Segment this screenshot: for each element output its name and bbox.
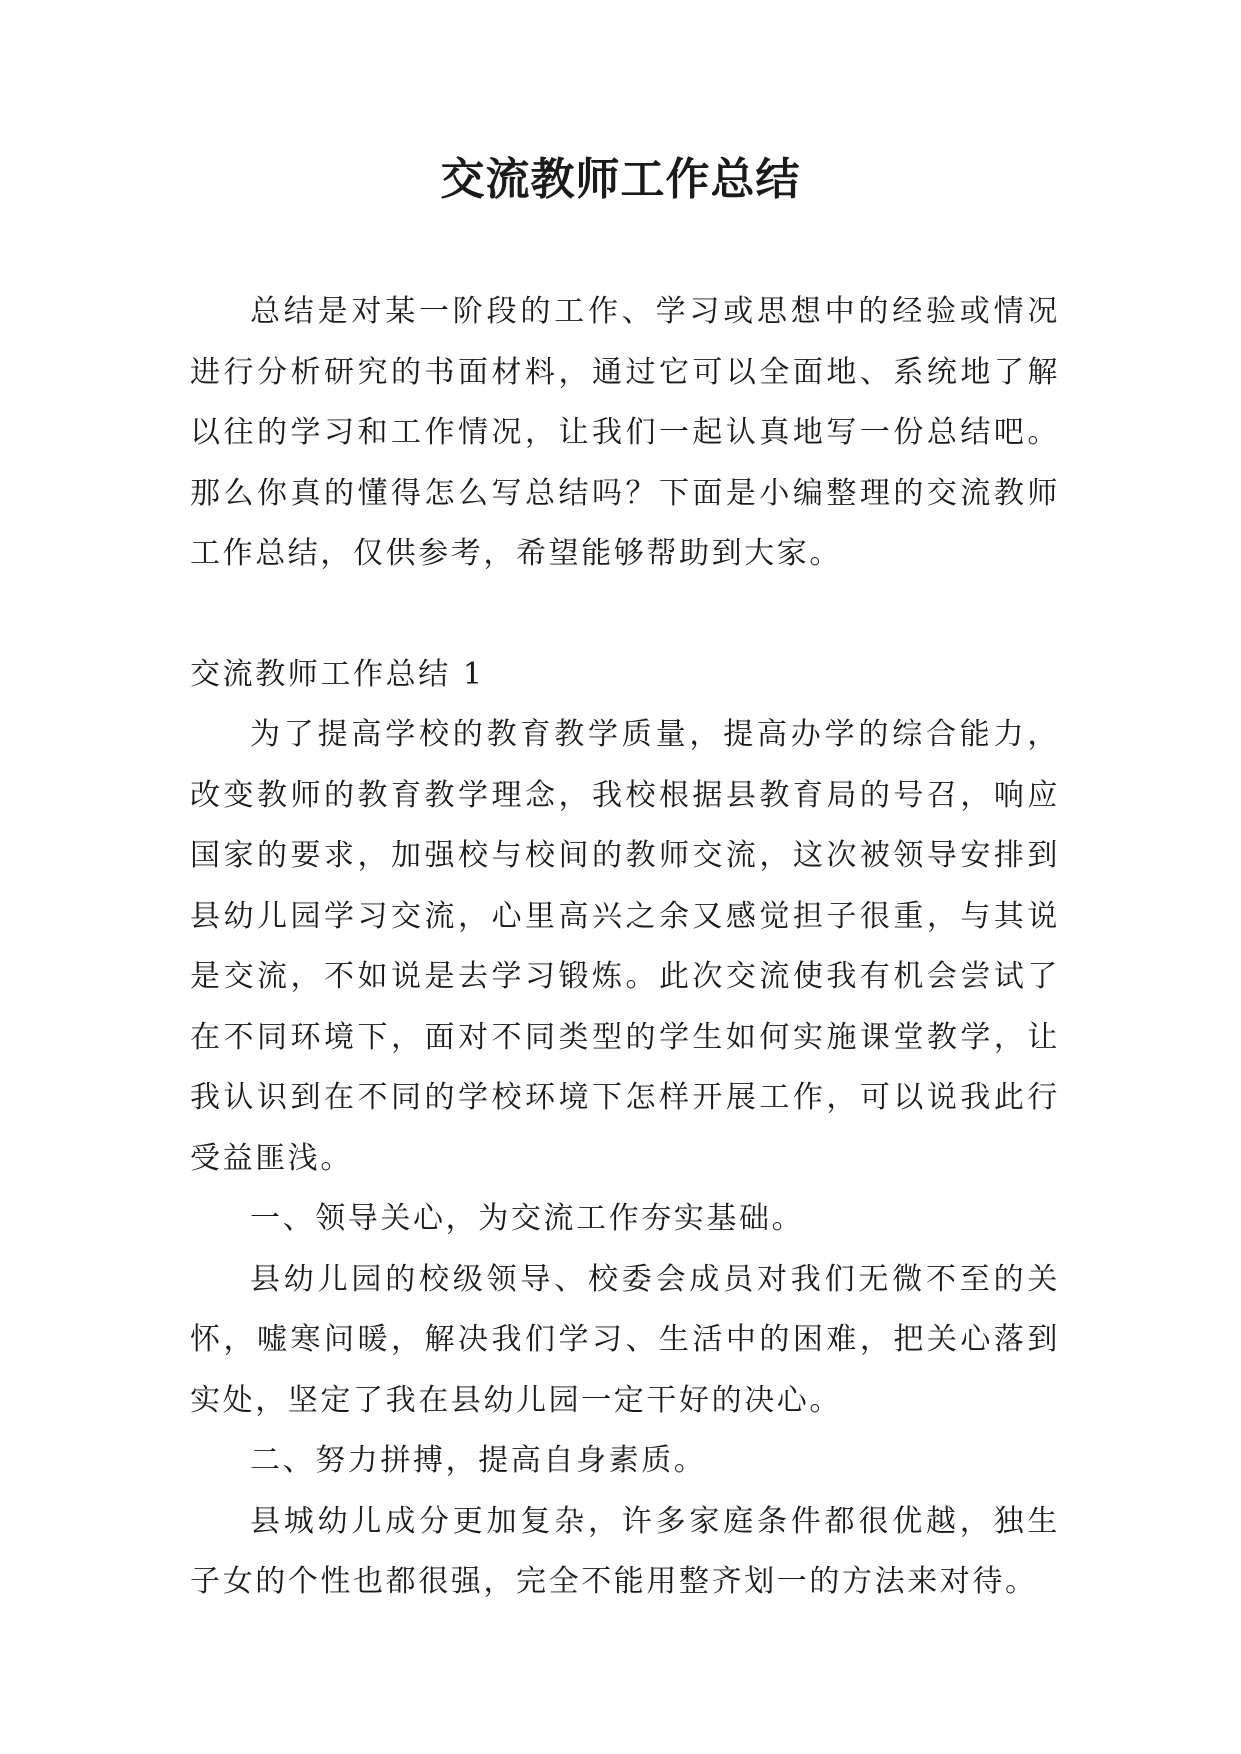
body-paragraph: 县幼儿园的校级领导、校委会成员对我们无微不至的关怀，嘘寒问暖，解决我们学习、生活中的困难，把关心落到实处，坚定了我在县幼儿园一定干好的决心。 bbox=[190, 1261, 1060, 1418]
document-body bbox=[190, 282, 1060, 1613]
body-paragraph: 县城幼儿成分更加复杂，许多家庭条件都很优越，独生子女的个性也都很强，完全不能用整齐划一的方法来对待。 bbox=[190, 1503, 1060, 1599]
document-title: 交流教师工作总结 bbox=[440, 154, 801, 205]
subheading-one: 一、领导关心，为交流工作夯实基础。 bbox=[250, 1201, 805, 1236]
section-heading: 交流教师工作总结 1 bbox=[190, 656, 485, 692]
subheading-two: 二、努力拼搏，提高自身素质。 bbox=[250, 1443, 707, 1478]
body-paragraph: 为了提高学校的教育教学质量，提高办学的综合能力，改变教师的教育教学理念，我校根据县教育局的号召，响应国家的要求，加强校与校间的教师交流，这次被领导安排到县幼儿园学习交流，心里高兴之余又感觉担子很重，与其说是交流，不如说是去学习锻炼。此次交流使我有机会尝试了在不同环境下，面对不同类型的学生如何实施课堂教学，让我认识到在不同的学校环境下怎样开展工作，可以说我此行受益匪浅。 bbox=[190, 717, 1060, 1176]
intro-paragraph: 总结是对某一阶段的工作、学习或思想中的经验或情况进行分析研究的书面材料，通过它可以全面地、系统地了解以往的学习和工作情况，让我们一起认真地写一份总结吧。那么你真的懂得怎么写总结吗？下面是小编整理的交流教师工作总结，仅供参考，希望能够帮助到大家。 bbox=[190, 294, 1060, 571]
paragraph-gap bbox=[190, 585, 1060, 645]
